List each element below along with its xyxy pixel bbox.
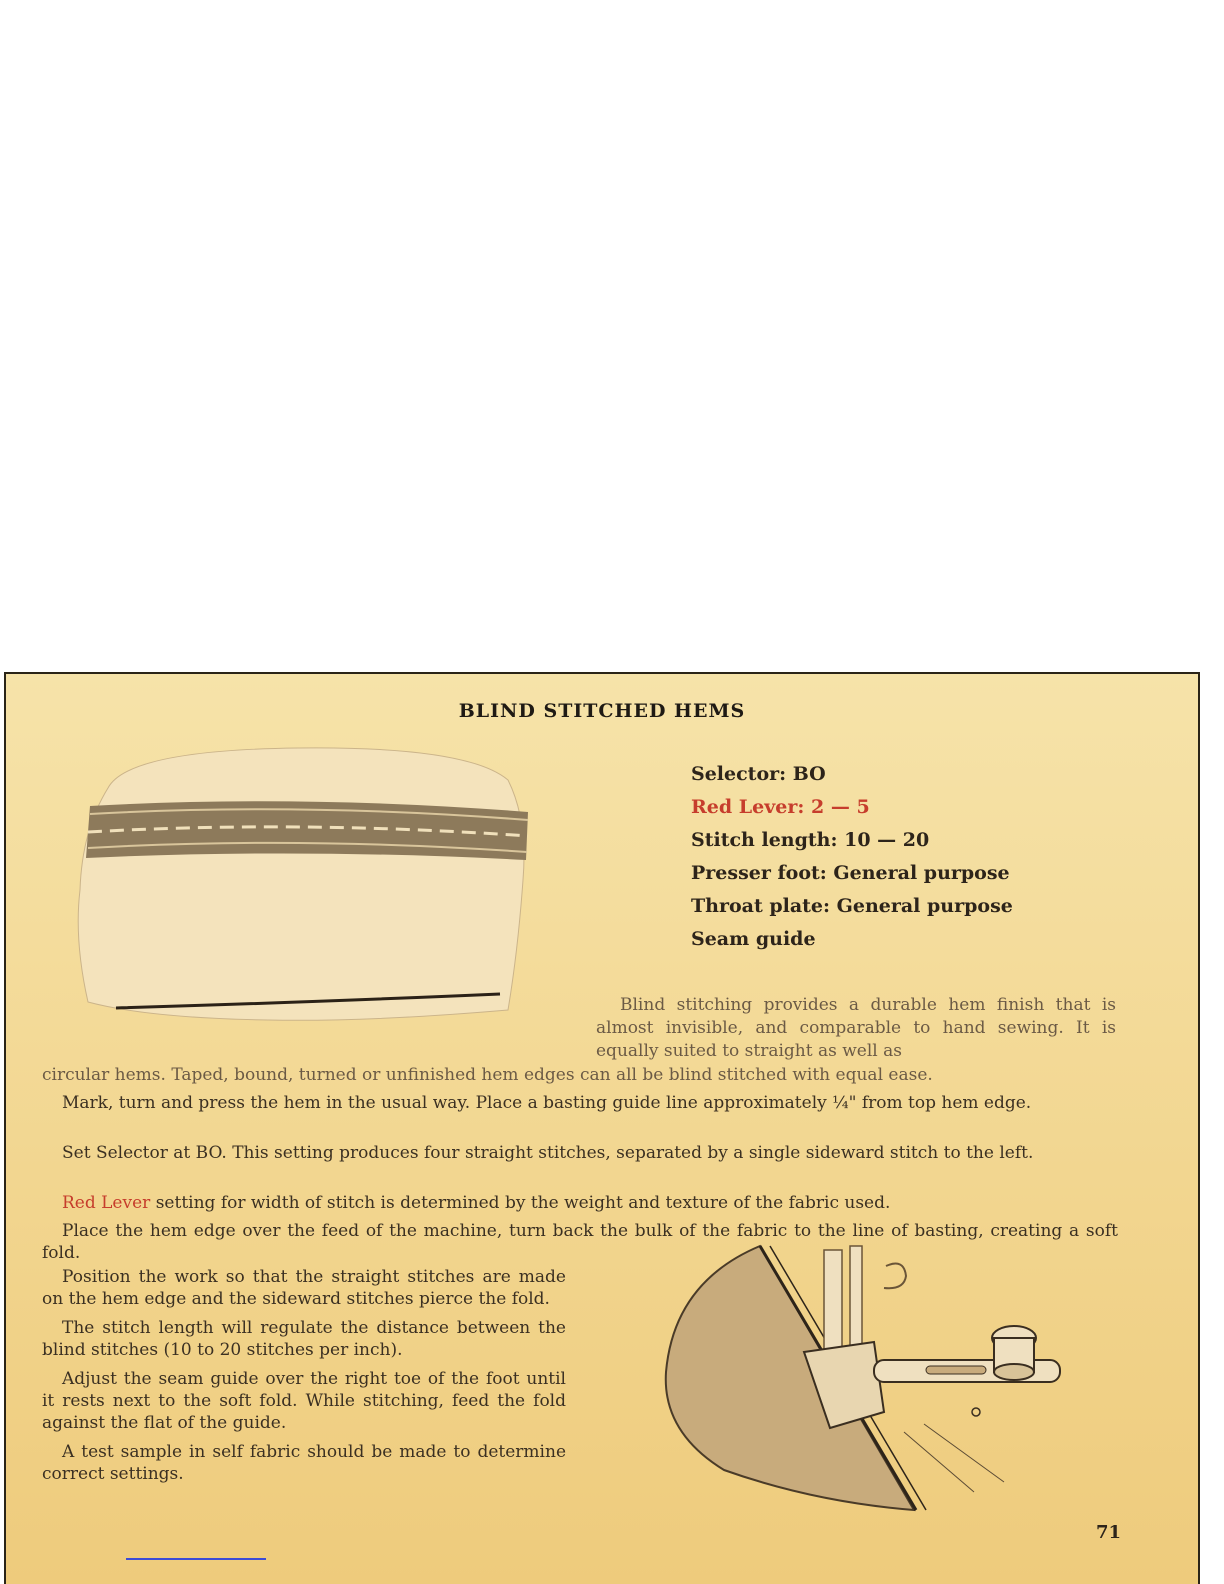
hem-sample-illustration <box>68 740 538 1040</box>
selector-setting: Selector: BO <box>691 763 826 785</box>
paragraph-hems: circular hems. Taped, bound, turned or unfinished hem edges can all be blind stitched with equal ease. <box>42 1065 933 1085</box>
page-title: BLIND STITCHED HEMS <box>458 700 746 722</box>
presser-foot-illustration <box>654 1242 1074 1522</box>
paragraph-position: Position the work so that the straight stitches are made on the hem edge and the sideward stitches pierce the fold. <box>42 1267 566 1309</box>
intro-paragraph: Blind stitching provides a durable hem finish that is almost invisible, and comparable to hand sewing. It is equally suited to straight as well as <box>596 995 1116 1061</box>
red-lever-setting: Red Lever: 2 — 5 <box>691 796 870 818</box>
paragraph-stitch-length: The stitch length will regulate the distance between the blind stitches (10 to 20 stitches per inch). <box>42 1318 566 1360</box>
paragraph-seam-guide: Adjust the seam guide over the right toe of the foot until it rests next to the soft fold. While stitching, feed the fold against the flat of the guide. <box>42 1369 566 1433</box>
paragraph-lever <box>42 1192 1118 1214</box>
lever-text: setting for width of stitch is determined by the weight and texture of the fabric used. <box>150 1193 891 1213</box>
manual-page <box>4 672 1200 1584</box>
machine-settings <box>691 758 1013 956</box>
page-number: 71 <box>1096 1522 1122 1543</box>
paragraph-test-sample: A test sample in self fabric should be made to determine correct settings. <box>42 1442 566 1484</box>
stitch-length-setting: Stitch length: 10 — 20 <box>691 829 930 851</box>
presser-foot-setting: Presser foot: General purpose <box>691 862 1010 884</box>
paragraph-selector: Set Selector at BO. This setting produces four straight stitches, separated by a single sideward stitch to the left. <box>62 1143 1034 1163</box>
red-lever-term: Red Lever <box>62 1193 151 1213</box>
instructions-column <box>42 1266 566 1492</box>
paragraph-mark: Mark, turn and press the hem in the usual way. Place a basting guide line approximately ¼" from top hem edge. <box>62 1093 1032 1113</box>
paragraph-hem-edge: Place the hem edge over the feed of the machine, turn back the bulk of the fabric to the line of basting, creating a soft fold. <box>42 1221 1118 1263</box>
link-underline <box>126 1558 266 1560</box>
seam-guide-setting: Seam guide <box>691 928 816 950</box>
throat-plate-setting: Throat plate: General purpose <box>691 895 1013 917</box>
